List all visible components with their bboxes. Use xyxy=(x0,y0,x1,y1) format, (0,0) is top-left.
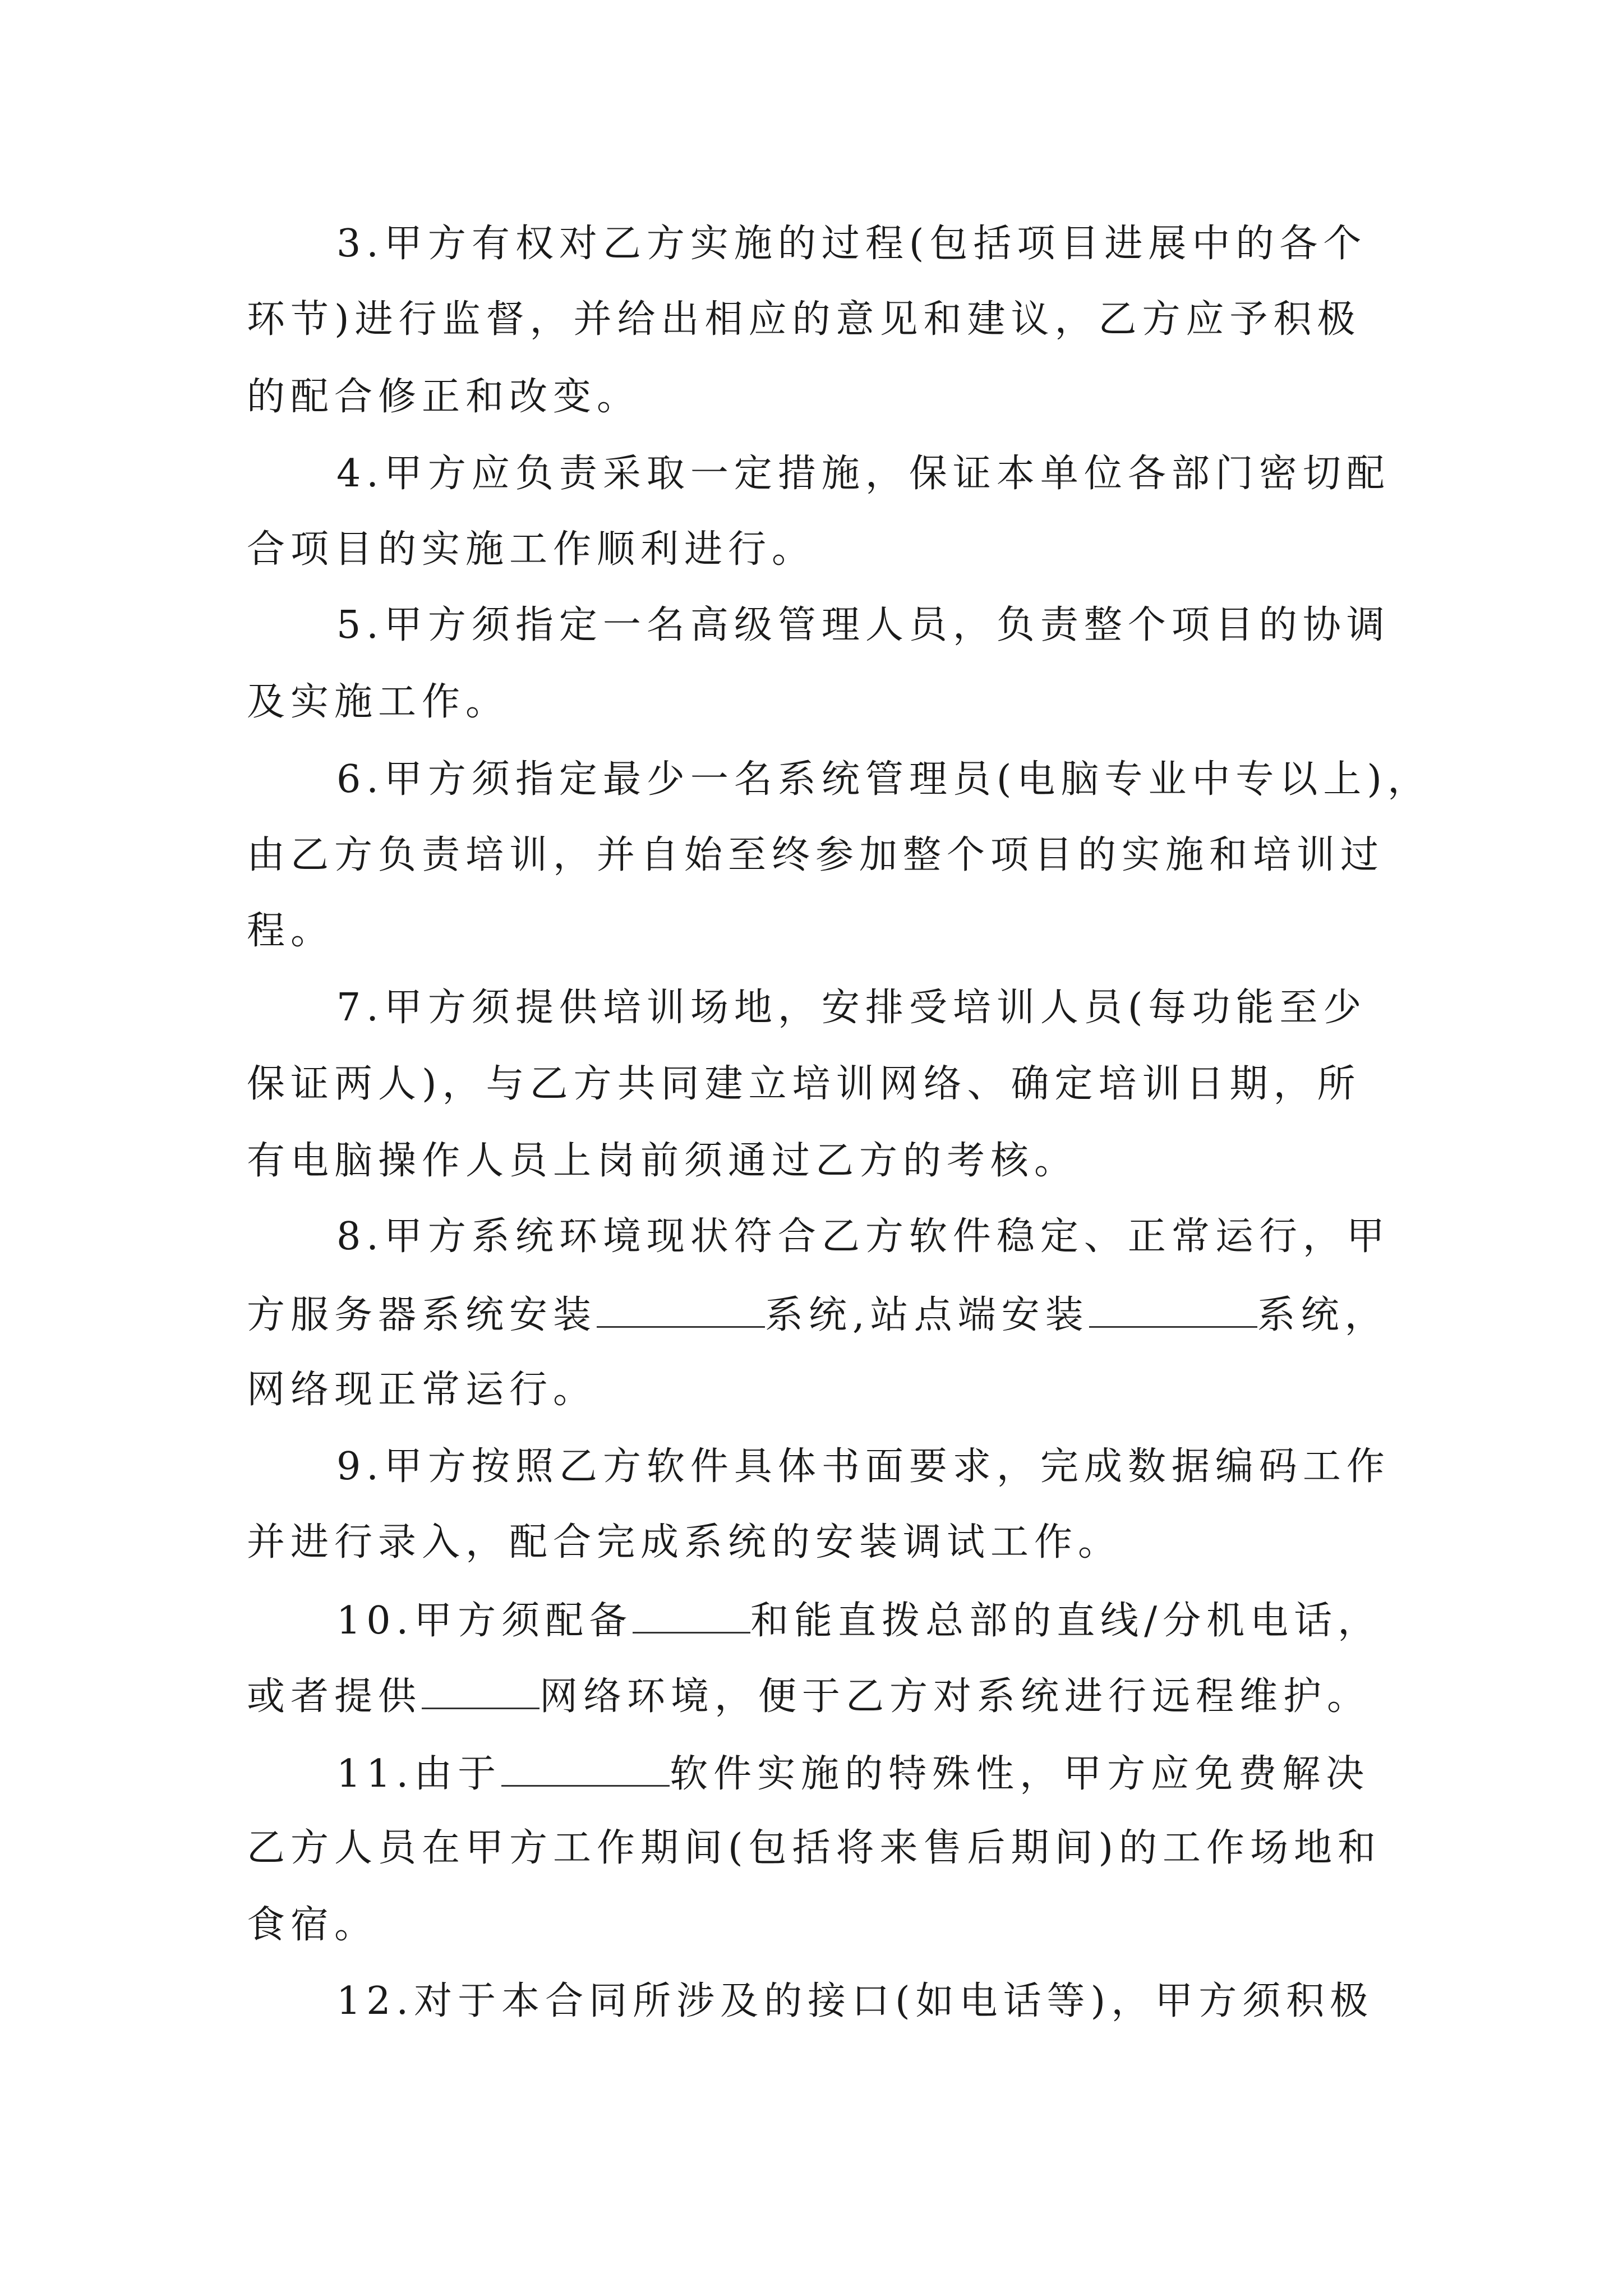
paragraph-7-line-2: 保证两人)，与乙方共同建立培训网络、确定培训日期，所 xyxy=(247,1062,1361,1106)
paragraph-8-line-2 xyxy=(247,1291,1389,1338)
paragraph-8-text-3: 系统， xyxy=(1257,1293,1389,1337)
paragraph-6-line-2: 由乙方负责培训，并自始至终参加整个项目的实施和培训过 xyxy=(247,833,1385,877)
paragraph-4-line-2: 合项目的实施工作顺利进行。 xyxy=(247,527,816,572)
paragraph-6-line-3: 程。 xyxy=(247,909,335,953)
paragraph-3-line-3: 的配合修正和改变。 xyxy=(247,375,641,419)
fill-in-blank[interactable] xyxy=(597,1291,765,1328)
paragraph-8-line-1: 8.甲方系统环境现状符合乙方软件稳定、正常运行，甲 xyxy=(336,1214,1390,1259)
paragraph-9-line-1: 9.甲方按照乙方软件具体书面要求，完成数据编码工作 xyxy=(336,1444,1390,1489)
paragraph-3-line-2: 环节)进行监督，并给出相应的意见和建议，乙方应予积极 xyxy=(247,297,1361,342)
paragraph-3-line-1: 3.甲方有权对乙方实施的过程(包括项目进展中的各个 xyxy=(336,222,1367,266)
paragraph-4-line-1: 4.甲方应负责采取一定措施，保证本单位各部门密切配 xyxy=(336,452,1390,496)
paragraph-8-text-2: 系统,站点端安装 xyxy=(765,1293,1089,1337)
paragraph-6-line-1: 6.甲方须指定最少一名系统管理员(电脑专业中专以上)， xyxy=(336,757,1431,802)
paragraph-5-line-2: 及实施工作。 xyxy=(247,680,510,724)
fill-in-blank[interactable] xyxy=(501,1750,670,1787)
paragraph-10-text-1: 10.甲方须配备 xyxy=(336,1599,633,1643)
paragraph-7-line-1: 7.甲方须提供培训场地，安排受培训人员(每功能至少 xyxy=(336,986,1367,1030)
paragraph-7-line-3: 有电脑操作人员上岗前须通过乙方的考核。 xyxy=(247,1139,1078,1183)
paragraph-8-text-1: 方服务器系统安装 xyxy=(247,1293,597,1337)
paragraph-10-text-3: 或者提供 xyxy=(247,1674,422,1719)
paragraph-5-line-1: 5.甲方须指定一名高级管理人员，负责整个项目的协调 xyxy=(336,603,1390,647)
paragraph-8-line-3: 网络现正常运行。 xyxy=(247,1368,597,1412)
paragraph-10-text-2: 和能直拨总部的直线/分机电话， xyxy=(750,1599,1382,1643)
paragraph-11-line-3: 食宿。 xyxy=(247,1903,379,1947)
paragraph-10-text-4: 网络环境，便于乙方对系统进行远程维护。 xyxy=(540,1674,1371,1719)
fill-in-blank[interactable] xyxy=(1089,1291,1257,1328)
paragraph-11-line-1 xyxy=(336,1750,1370,1797)
fill-in-blank[interactable] xyxy=(633,1597,750,1634)
paragraph-11-text-2: 软件实施的特殊性，甲方应免费解决 xyxy=(670,1752,1370,1796)
fill-in-blank[interactable] xyxy=(422,1673,540,1709)
paragraph-11-text-1: 11.由于 xyxy=(336,1752,502,1796)
paragraph-11-line-2: 乙方人员在甲方工作期间(包括将来售后期间)的工作场地和 xyxy=(247,1826,1382,1870)
paragraph-10-line-1 xyxy=(336,1597,1381,1644)
paragraph-10-line-2 xyxy=(247,1673,1371,1719)
paragraph-9-line-2: 并进行录入，配合完成系统的安装调试工作。 xyxy=(247,1520,1122,1565)
paragraph-12-line-1: 12.对于本合同所涉及的接口(如电话等)，甲方须积极 xyxy=(336,1979,1374,2023)
